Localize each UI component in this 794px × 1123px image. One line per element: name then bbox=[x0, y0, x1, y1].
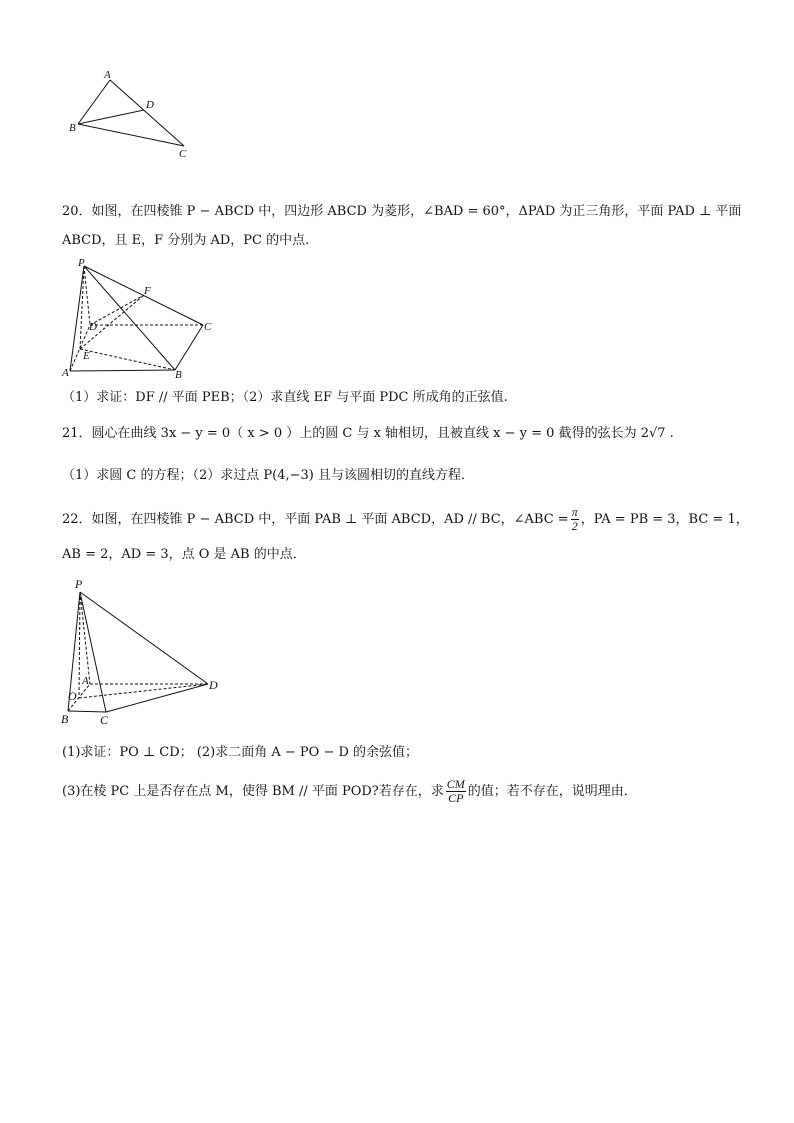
q21-line1: 21．圆心在曲线 3x − y = 0（ x > 0 ）上的圆 C 与 x 轴相切，且被直线 x − y = 0 截得的弦长为 2√7 . bbox=[62, 426, 674, 441]
label-O: O bbox=[68, 689, 77, 703]
label-E: E bbox=[83, 350, 90, 362]
fraction-denominator: 2 bbox=[571, 519, 578, 533]
label-B: B bbox=[69, 122, 76, 134]
q20-line1: 20．如图，在四棱锥 P − ABCD 中，四边形 ABCD 为菱形，∠BAD = 60°，ΔPAD 为正三角形，平面 PAD ⊥ 平面 bbox=[62, 204, 742, 219]
figure-pyramid-pabcd-2 bbox=[58, 574, 233, 729]
figure-pyramid-pabcd bbox=[58, 258, 223, 383]
q22-sub3-text-rest: 的值；若不存在，说明理由． bbox=[467, 784, 637, 799]
label-A: A bbox=[104, 69, 111, 81]
fraction-numerator: CM bbox=[446, 777, 465, 791]
label-P: P bbox=[78, 258, 85, 269]
q21-line2: （1）求圆 C 的方程；（2）求过点 P(4,−3) 且与该圆相切的直线方程． bbox=[62, 468, 474, 483]
q22-line1 bbox=[62, 506, 749, 533]
q22-sub3-text: (3)在棱 PC 上是否存在点 M，使得 BM // 平面 POD?若存在，求 bbox=[62, 784, 444, 799]
label-D: D bbox=[209, 678, 218, 692]
label-D: D bbox=[146, 99, 154, 111]
label-B: B bbox=[61, 712, 69, 726]
q22-line1-text: 22．如图，在四棱锥 P − ABCD 中，平面 PAB ⊥ 平面 ABCD，AD // BC，∠ABC = bbox=[62, 512, 569, 527]
label-A: A bbox=[82, 675, 89, 687]
label-F: F bbox=[144, 285, 151, 297]
fraction-denominator: CP bbox=[448, 791, 464, 805]
q22-line2: AB = 2，AD = 3，点 O 是 AB 的中点． bbox=[62, 547, 306, 562]
q20-subquestions: （1）求证：DF // 平面 PEB；（2）求直线 EF 与平面 PDC 所成角的正弦值. bbox=[62, 390, 508, 405]
label-C: C bbox=[179, 148, 187, 160]
label-B: B bbox=[175, 369, 182, 381]
fraction-pi-over-2 bbox=[571, 506, 579, 533]
label-P: P bbox=[75, 577, 83, 591]
label-C: C bbox=[204, 321, 212, 333]
q22-line1-text-rest: ，PA = PB = 3，BC = 1， bbox=[580, 512, 749, 527]
label-C: C bbox=[100, 713, 109, 727]
figure-triangle-abc bbox=[60, 66, 200, 161]
q22-subquestion-3 bbox=[62, 778, 637, 805]
fraction-numerator: π bbox=[571, 505, 578, 519]
q22-subquestions-1-2: (1)求证：PO ⊥ CD； (2)求二面角 A − PO − D 的余弦值； bbox=[62, 745, 419, 760]
fraction-cm-over-cp bbox=[446, 778, 466, 805]
label-D: D bbox=[89, 321, 97, 333]
q20-line2: ABCD，且 E，F 分别为 AD，PC 的中点. bbox=[62, 233, 310, 248]
label-A: A bbox=[62, 367, 69, 379]
